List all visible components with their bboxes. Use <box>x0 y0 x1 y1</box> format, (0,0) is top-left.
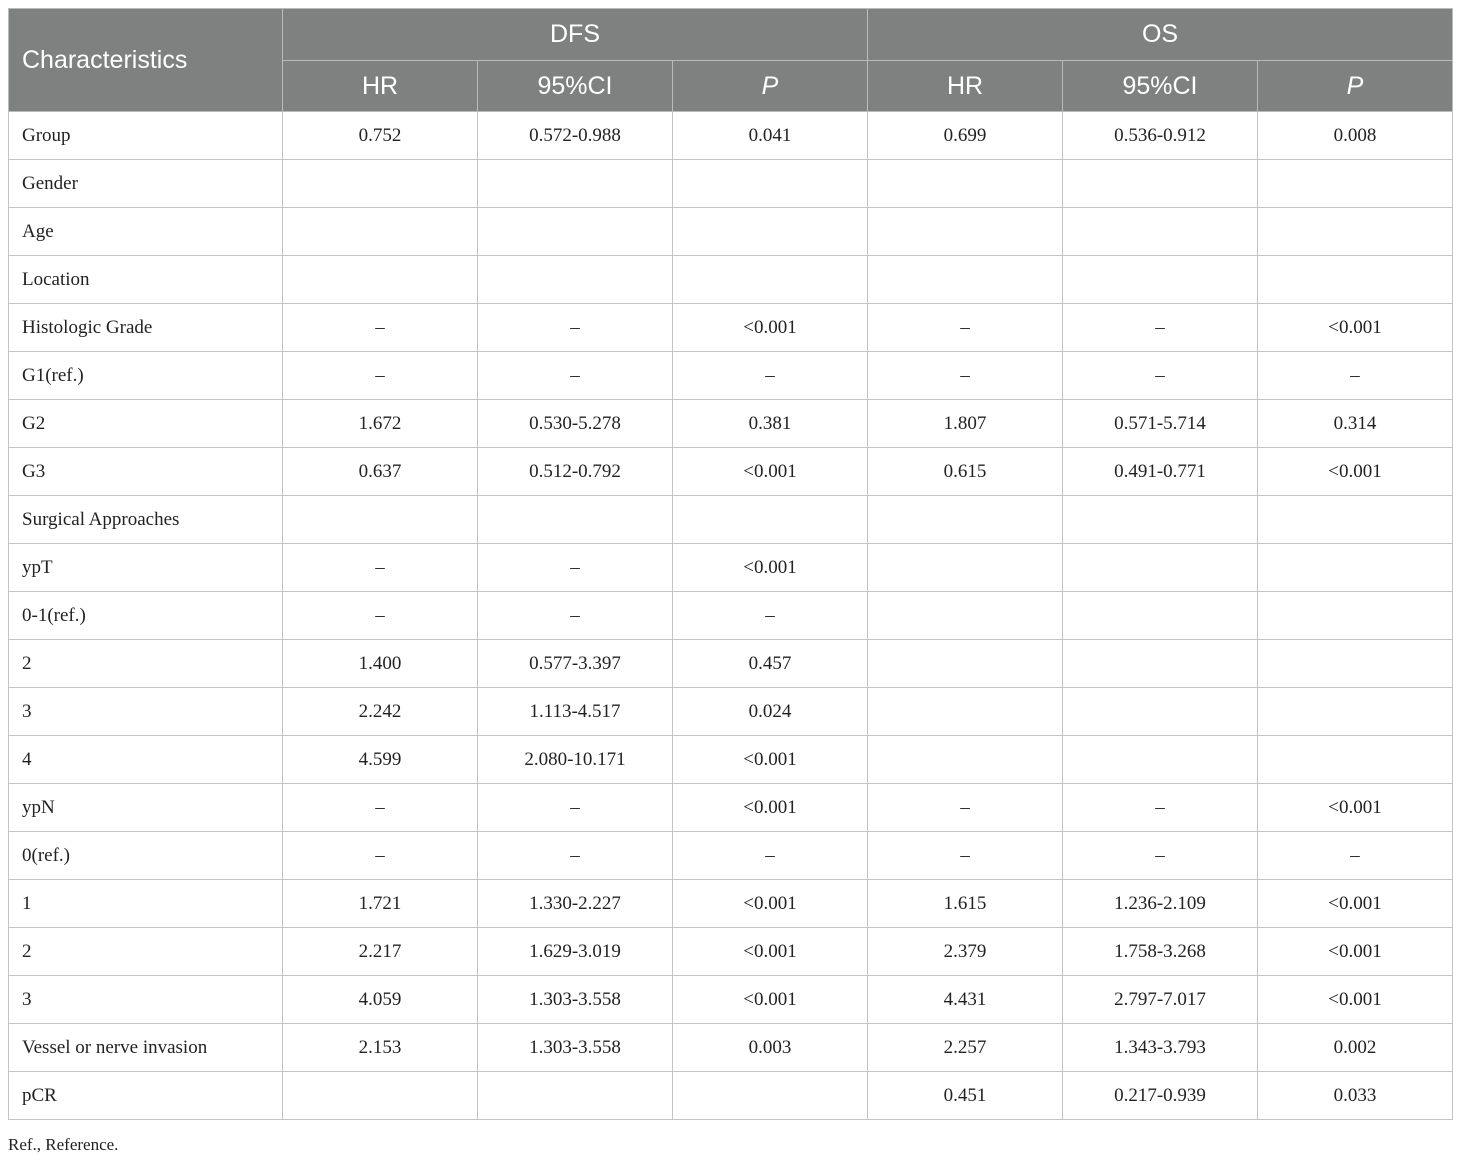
cell-dfs-p: – <box>673 832 868 880</box>
row-label: 0(ref.) <box>9 832 283 880</box>
cell-os-ci <box>1063 544 1258 592</box>
cell-os-ci <box>1063 640 1258 688</box>
results-table-container <box>8 8 1453 1120</box>
row-label: Age <box>9 208 283 256</box>
cell-dfs-ci: 1.303-3.558 <box>478 1024 673 1072</box>
cell-dfs-ci: 1.113-4.517 <box>478 688 673 736</box>
cell-os-hr <box>868 592 1063 640</box>
table-row <box>9 544 1453 592</box>
cell-dfs-p <box>673 160 868 208</box>
cell-os-ci: 1.758-3.268 <box>1063 928 1258 976</box>
cell-dfs-p: 0.024 <box>673 688 868 736</box>
table-row <box>9 688 1453 736</box>
table-body <box>9 112 1453 1120</box>
header-characteristics: Characteristics <box>9 9 283 112</box>
cell-dfs-ci: 2.080-10.171 <box>478 736 673 784</box>
cell-dfs-hr <box>283 208 478 256</box>
cell-dfs-ci <box>478 208 673 256</box>
header-group-dfs: DFS <box>283 9 868 61</box>
cell-dfs-ci: 1.303-3.558 <box>478 976 673 1024</box>
cell-dfs-hr: 4.059 <box>283 976 478 1024</box>
cell-os-hr: 0.615 <box>868 448 1063 496</box>
cell-os-p: – <box>1258 832 1453 880</box>
cell-dfs-hr: – <box>283 352 478 400</box>
cell-os-ci: 1.343-3.793 <box>1063 1024 1258 1072</box>
cell-dfs-ci: – <box>478 592 673 640</box>
table-row <box>9 496 1453 544</box>
cell-dfs-ci: 0.577-3.397 <box>478 640 673 688</box>
row-label: ypT <box>9 544 283 592</box>
table-row <box>9 400 1453 448</box>
cell-dfs-p: 0.457 <box>673 640 868 688</box>
cell-dfs-p: <0.001 <box>673 976 868 1024</box>
cell-dfs-ci: 0.572-0.988 <box>478 112 673 160</box>
cell-dfs-p: <0.001 <box>673 448 868 496</box>
cell-os-hr: – <box>868 304 1063 352</box>
cell-os-p: 0.002 <box>1258 1024 1453 1072</box>
cell-os-p <box>1258 256 1453 304</box>
cell-dfs-hr: – <box>283 832 478 880</box>
cell-os-ci <box>1063 208 1258 256</box>
cell-dfs-hr: 1.400 <box>283 640 478 688</box>
cell-os-ci: 2.797-7.017 <box>1063 976 1258 1024</box>
table-row <box>9 352 1453 400</box>
cell-dfs-p <box>673 208 868 256</box>
table-footnote: Ref., Reference. <box>8 1135 119 1154</box>
cell-os-p: <0.001 <box>1258 304 1453 352</box>
cell-dfs-p: – <box>673 352 868 400</box>
cell-os-hr: – <box>868 832 1063 880</box>
cell-os-ci <box>1063 256 1258 304</box>
cell-dfs-ci: 1.330-2.227 <box>478 880 673 928</box>
cell-dfs-ci: – <box>478 304 673 352</box>
cell-os-p: – <box>1258 352 1453 400</box>
cell-os-ci <box>1063 592 1258 640</box>
row-label: Surgical Approaches <box>9 496 283 544</box>
cell-dfs-p: – <box>673 592 868 640</box>
cell-os-p <box>1258 640 1453 688</box>
cell-dfs-ci: – <box>478 784 673 832</box>
cell-os-ci <box>1063 496 1258 544</box>
header-dfs-hr: HR <box>283 61 478 112</box>
table-row <box>9 640 1453 688</box>
cell-os-p: 0.033 <box>1258 1072 1453 1120</box>
cell-os-ci: – <box>1063 352 1258 400</box>
cell-dfs-hr: 2.242 <box>283 688 478 736</box>
cell-dfs-p: <0.001 <box>673 736 868 784</box>
row-label: 2 <box>9 928 283 976</box>
row-label: 4 <box>9 736 283 784</box>
cell-os-hr <box>868 160 1063 208</box>
cell-os-p: <0.001 <box>1258 976 1453 1024</box>
cell-dfs-ci <box>478 160 673 208</box>
row-label: Gender <box>9 160 283 208</box>
table-row <box>9 784 1453 832</box>
header-os-ci: 95%CI <box>1063 61 1258 112</box>
cell-dfs-hr: – <box>283 784 478 832</box>
cell-dfs-ci <box>478 256 673 304</box>
cell-os-hr: 0.451 <box>868 1072 1063 1120</box>
cell-dfs-p <box>673 1072 868 1120</box>
cell-dfs-ci <box>478 496 673 544</box>
row-label: pCR <box>9 1072 283 1120</box>
cell-dfs-ci: – <box>478 352 673 400</box>
header-dfs-ci: 95%CI <box>478 61 673 112</box>
cell-os-hr <box>868 736 1063 784</box>
cell-os-p <box>1258 496 1453 544</box>
cell-dfs-p: <0.001 <box>673 544 868 592</box>
row-label: 3 <box>9 976 283 1024</box>
cell-os-hr: – <box>868 784 1063 832</box>
cell-os-p <box>1258 160 1453 208</box>
table-row <box>9 160 1453 208</box>
cell-dfs-hr: 2.153 <box>283 1024 478 1072</box>
cell-dfs-ci: – <box>478 544 673 592</box>
cell-dfs-hr <box>283 256 478 304</box>
table-header <box>9 9 1453 112</box>
cell-dfs-ci: 0.530-5.278 <box>478 400 673 448</box>
cell-os-hr <box>868 496 1063 544</box>
cell-os-ci <box>1063 160 1258 208</box>
cell-dfs-hr: 4.599 <box>283 736 478 784</box>
cell-dfs-hr: 1.721 <box>283 880 478 928</box>
cell-dfs-hr: 0.752 <box>283 112 478 160</box>
cell-os-hr <box>868 256 1063 304</box>
cell-dfs-hr: – <box>283 592 478 640</box>
cell-dfs-ci: – <box>478 832 673 880</box>
row-label: G2 <box>9 400 283 448</box>
results-table <box>8 8 1453 1120</box>
cell-dfs-ci: 1.629-3.019 <box>478 928 673 976</box>
cell-os-ci: 0.536-0.912 <box>1063 112 1258 160</box>
header-os-p: P <box>1258 61 1453 112</box>
cell-dfs-hr <box>283 1072 478 1120</box>
row-label: Histologic Grade <box>9 304 283 352</box>
cell-os-p <box>1258 688 1453 736</box>
row-label: 3 <box>9 688 283 736</box>
cell-dfs-hr: – <box>283 544 478 592</box>
table-row <box>9 832 1453 880</box>
cell-dfs-p: 0.041 <box>673 112 868 160</box>
row-label: ypN <box>9 784 283 832</box>
cell-dfs-p: <0.001 <box>673 304 868 352</box>
cell-dfs-hr: 1.672 <box>283 400 478 448</box>
cell-dfs-p <box>673 256 868 304</box>
cell-os-ci: 0.491-0.771 <box>1063 448 1258 496</box>
cell-os-ci <box>1063 736 1258 784</box>
table-row <box>9 1072 1453 1120</box>
table-row <box>9 208 1453 256</box>
cell-dfs-p: 0.381 <box>673 400 868 448</box>
cell-dfs-hr: 2.217 <box>283 928 478 976</box>
cell-os-hr <box>868 688 1063 736</box>
cell-os-ci: 0.217-0.939 <box>1063 1072 1258 1120</box>
row-label: Group <box>9 112 283 160</box>
cell-dfs-hr <box>283 496 478 544</box>
cell-os-ci <box>1063 688 1258 736</box>
cell-dfs-p: <0.001 <box>673 928 868 976</box>
table-row <box>9 736 1453 784</box>
cell-os-p <box>1258 544 1453 592</box>
header-group-os: OS <box>868 9 1453 61</box>
row-label: G1(ref.) <box>9 352 283 400</box>
row-label: 0-1(ref.) <box>9 592 283 640</box>
cell-os-p: <0.001 <box>1258 928 1453 976</box>
table-row <box>9 448 1453 496</box>
header-os-hr: HR <box>868 61 1063 112</box>
header-dfs-p: P <box>673 61 868 112</box>
cell-os-p: 0.008 <box>1258 112 1453 160</box>
row-label: G3 <box>9 448 283 496</box>
cell-dfs-p: 0.003 <box>673 1024 868 1072</box>
cell-os-ci: – <box>1063 832 1258 880</box>
cell-os-p <box>1258 208 1453 256</box>
cell-os-p: 0.314 <box>1258 400 1453 448</box>
cell-dfs-hr: 0.637 <box>283 448 478 496</box>
cell-os-ci: – <box>1063 304 1258 352</box>
table-row <box>9 256 1453 304</box>
table-row <box>9 976 1453 1024</box>
row-label: 2 <box>9 640 283 688</box>
cell-dfs-hr: – <box>283 304 478 352</box>
cell-os-p <box>1258 736 1453 784</box>
cell-os-p: <0.001 <box>1258 448 1453 496</box>
cell-os-ci: 1.236-2.109 <box>1063 880 1258 928</box>
cell-dfs-hr <box>283 160 478 208</box>
cell-dfs-p: <0.001 <box>673 880 868 928</box>
row-label: 1 <box>9 880 283 928</box>
table-row <box>9 112 1453 160</box>
cell-os-ci: 0.571-5.714 <box>1063 400 1258 448</box>
table-row <box>9 1024 1453 1072</box>
cell-os-hr: 4.431 <box>868 976 1063 1024</box>
cell-os-hr: 2.379 <box>868 928 1063 976</box>
table-row <box>9 928 1453 976</box>
cell-dfs-ci: 0.512-0.792 <box>478 448 673 496</box>
table-row <box>9 304 1453 352</box>
cell-os-p: <0.001 <box>1258 784 1453 832</box>
cell-dfs-p: <0.001 <box>673 784 868 832</box>
table-row <box>9 592 1453 640</box>
cell-os-p: <0.001 <box>1258 880 1453 928</box>
table-row <box>9 880 1453 928</box>
cell-os-hr: 0.699 <box>868 112 1063 160</box>
cell-dfs-p <box>673 496 868 544</box>
cell-os-hr <box>868 544 1063 592</box>
cell-os-ci: – <box>1063 784 1258 832</box>
row-label: Vessel or nerve invasion <box>9 1024 283 1072</box>
cell-os-hr: 2.257 <box>868 1024 1063 1072</box>
cell-os-p <box>1258 592 1453 640</box>
cell-os-hr <box>868 208 1063 256</box>
cell-os-hr: 1.807 <box>868 400 1063 448</box>
cell-os-hr <box>868 640 1063 688</box>
cell-dfs-ci <box>478 1072 673 1120</box>
row-label: Location <box>9 256 283 304</box>
cell-os-hr: 1.615 <box>868 880 1063 928</box>
cell-os-hr: – <box>868 352 1063 400</box>
